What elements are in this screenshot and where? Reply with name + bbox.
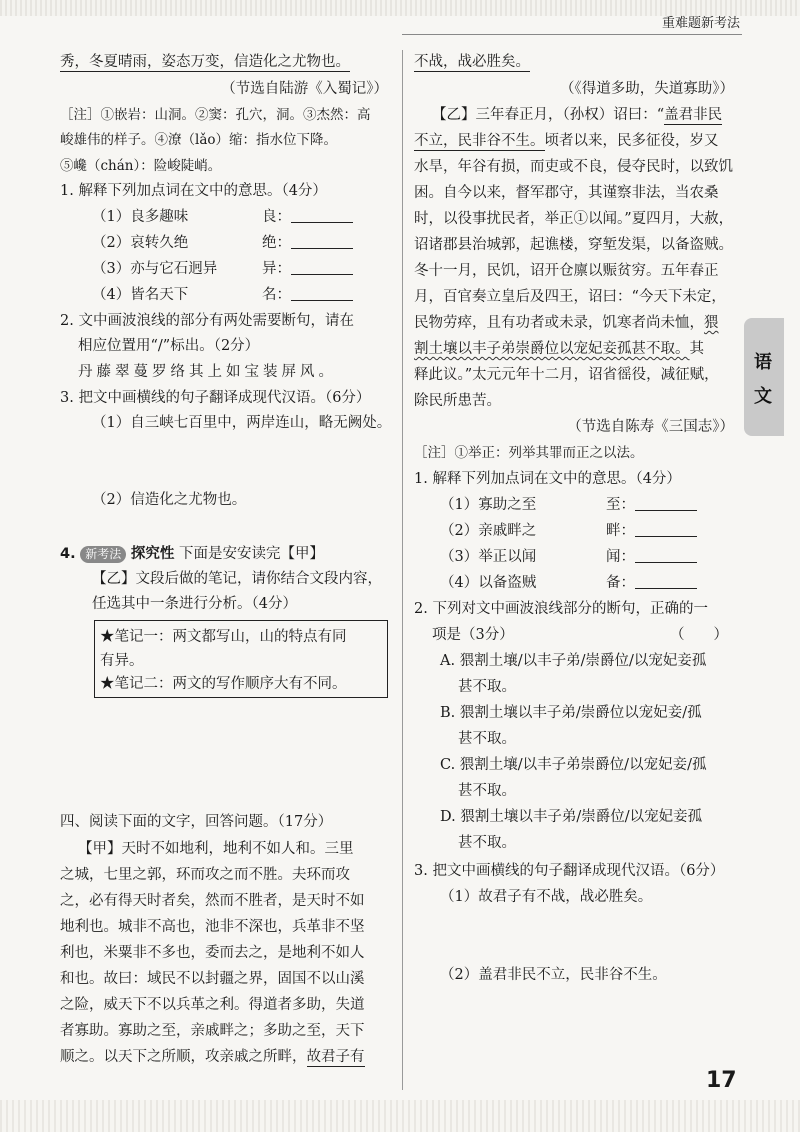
r-q2-stem-line-1: 2. 下列对文中画波浪线部分的断句，正确的一 bbox=[414, 601, 708, 617]
q2-stem-line-2: 相应位置用“/”标出。（2分） bbox=[78, 338, 260, 354]
jia-continuation: 不战，战必胜矣。 bbox=[414, 54, 530, 70]
source-1: （节选自陆游《入蜀记》） bbox=[221, 81, 388, 97]
source-3: （节选自陈寿《三国志》） bbox=[567, 419, 734, 435]
q1-item-2: （2）哀转久绝 bbox=[92, 235, 189, 251]
note-line-2: 峻雄伟的样子。④潦（lǎo）缩：指水位下降。 bbox=[60, 132, 337, 148]
q2-sentence: 丹藤翠蔓罗络其上如宝装屏风。 bbox=[78, 364, 337, 380]
yi-line-9: 民物劳瘁，且有功者或未录，饥寒者尚未恤，猥 bbox=[414, 315, 719, 331]
r-q3-sentence-1: （1）故君子有不战，战必胜矣。 bbox=[440, 889, 653, 905]
jia-line-9: 顺之。以天下之所顺，攻亲戚之所畔，故君子有 bbox=[60, 1049, 365, 1065]
jia-line-3: 之，必有得天时者矣，然而不胜者，是天时不如 bbox=[60, 893, 365, 909]
yi-line-5: 时，以役事扰民者，举正①以闻。”夏四月，大赦， bbox=[414, 211, 734, 227]
r-q2-stem-line-2: 项是（3分） bbox=[432, 627, 514, 643]
q3-sentence-2: （2）信造化之尤物也。 bbox=[92, 492, 247, 508]
q1-blank-3[interactable]: 异： bbox=[262, 259, 353, 279]
note-2: ［注］①举正：列举其罪而正之以法。 bbox=[414, 445, 644, 461]
r-q1-blank-2[interactable]: 畔： bbox=[606, 521, 697, 541]
subject-tab-char-1: 语 bbox=[754, 352, 772, 373]
q1-blank-1[interactable]: 良： bbox=[262, 207, 353, 227]
yi-line-12: 除民所患苦。 bbox=[414, 393, 501, 409]
r-q1-blank-4[interactable]: 备： bbox=[606, 573, 697, 593]
scan-noise-bottom bbox=[0, 1100, 800, 1132]
yi-line-3: 水旱，年谷有损，而吏或不良，侵夺民时，以致饥 bbox=[414, 159, 733, 175]
q1-blank-2[interactable]: 绝： bbox=[262, 233, 353, 253]
note-line-1: ［注］①嵌岩：山洞。②窦：孔穴，洞。③杰然：高 bbox=[60, 107, 371, 123]
option-d-line-2: 甚不取。 bbox=[458, 835, 516, 851]
yi-line-10: 割土壤以丰子弟崇爵位以宠妃妾孤甚不取。其 bbox=[414, 341, 704, 357]
jia-line-2: 之城，七里之郭，环而攻之而不胜。夫环而攻 bbox=[60, 867, 350, 883]
note-line-3: ⑤巉（chán）：险峻陡峭。 bbox=[60, 158, 222, 174]
note-one-line-2: 有异。 bbox=[100, 653, 144, 669]
option-a-line-2: 甚不取。 bbox=[458, 679, 516, 695]
yi-line-6: 诏诸郡县治城郭，起谯楼，穿堑发渠，以备盗贼。 bbox=[414, 237, 733, 253]
q1-item-1: （1）良多趣味 bbox=[92, 209, 189, 225]
yi-line-2: 不立，民非谷不生。顷者以来，民多征役，岁又 bbox=[414, 133, 719, 149]
r-q3-stem: 3. 把文中画横线的句子翻译成现代汉语。（6分） bbox=[414, 863, 725, 879]
r-q1-blank-1[interactable]: 至： bbox=[606, 495, 697, 515]
r-q1-blank-3[interactable]: 闻： bbox=[606, 547, 697, 567]
answer-parentheses[interactable]: （ ） bbox=[670, 627, 728, 643]
jia-line-8: 者寡助。寡助之至，亲戚畔之；多助之至，天下 bbox=[60, 1023, 365, 1039]
yi-line-11: 释此议。”太元元年十二月，诏省徭役，减征赋， bbox=[414, 367, 719, 383]
section-title: 重难题新考法 bbox=[661, 16, 740, 31]
q1-item-4: （4）皆名天下 bbox=[92, 287, 189, 303]
q3-stem: 3. 把文中画横线的句子翻译成现代汉语。（6分） bbox=[60, 390, 371, 406]
q2-stem-line-1: 2. 文中画波浪线的部分有两处需要断句，请在 bbox=[60, 313, 354, 329]
r-q1-item-3: （3）举正以闻 bbox=[440, 549, 537, 565]
r-q1-item-4: （4）以备盗贼 bbox=[440, 575, 537, 591]
q3-sentence-1: （1）自三峡七百里中，两岸连山，略无阙处。 bbox=[92, 415, 392, 431]
q4-stem-line-2: 【乙】文段后做的笔记，请你结合文段内容， bbox=[92, 571, 382, 587]
yi-line-4: 困。自今以来，督军郡守，其谨察非法，当农桑 bbox=[414, 185, 719, 201]
part-four-title: 四、阅读下面的文字，回答问题。（17分） bbox=[60, 814, 333, 830]
r-q1-item-2: （2）亲戚畔之 bbox=[440, 523, 537, 539]
yi-line-1: 【乙】三年春正月，（孙权）诏曰：“盖君非民 bbox=[432, 107, 723, 123]
r-q3-sentence-2: （2）盖君非民不立，民非谷不生。 bbox=[440, 967, 667, 983]
q1-blank-4[interactable]: 名： bbox=[262, 285, 353, 305]
q4-stem-line-3: 任选其中一条进行分析。（4分） bbox=[92, 596, 297, 612]
yi-line-7: 冬十一月，民饥，诏开仓廪以赈贫穷。五年春正 bbox=[414, 263, 719, 279]
jia-line-6: 和也。故曰：域民不以封疆之界，固国不以山溪 bbox=[60, 971, 365, 987]
source-2: （《得道多助，失道寡助》） bbox=[560, 81, 734, 97]
header-rule bbox=[402, 34, 742, 35]
column-divider bbox=[402, 50, 403, 1090]
subject-tab-char-2: 文 bbox=[754, 386, 772, 407]
option-c-line-2: 甚不取。 bbox=[458, 783, 516, 799]
r-q1-stem: 1. 解释下列加点词在文中的意思。（4分） bbox=[414, 471, 681, 487]
q4-header: 4. 新考法 探究性 下面是安安读完【甲】 bbox=[60, 546, 324, 562]
jia-line-7: 之险，威天下不以兵革之利。得道者多助，失道 bbox=[60, 997, 365, 1013]
note-two: ★笔记二：两文的写作顺序大有不同。 bbox=[100, 676, 347, 692]
option-d-line-1[interactable]: D. 猥割土壤以丰子弟/崇爵位/以宠妃妾孤 bbox=[440, 809, 703, 825]
option-b-line-1[interactable]: B. 猥割土壤以丰子弟/崇爵位以宠妃妾/孤 bbox=[440, 705, 702, 721]
yi-line-8: 月，百官奏立皇后及四王，诏曰：“今天下未定， bbox=[414, 289, 726, 305]
new-method-tag: 新考法 bbox=[80, 546, 126, 563]
q1-stem: 1. 解释下列加点词在文中的意思。（4分） bbox=[60, 183, 327, 199]
option-b-line-2: 甚不取。 bbox=[458, 731, 516, 747]
jia-line-5: 利也，米粟非不多也，委而去之，是地利不如人 bbox=[60, 945, 365, 961]
q1-item-3: （3）亦与它石迥异 bbox=[92, 261, 218, 277]
r-q1-item-1: （1）寡助之至 bbox=[440, 497, 537, 513]
subject-tab bbox=[744, 318, 784, 436]
option-c-line-1[interactable]: C. 猥割土壤/以丰子弟崇爵位/以宠妃妾/孤 bbox=[440, 757, 707, 773]
page-number: 17 bbox=[706, 1068, 737, 1093]
jia-line-1: 【甲】天时不如地利，地利不如人和。三里 bbox=[78, 841, 354, 857]
jia-line-4: 地利也。城非不高也，池非不深也，兵革非不坚 bbox=[60, 919, 365, 935]
passage-tail: 秀，冬夏晴雨，姿态万变，信造化之尤物也。 bbox=[60, 54, 350, 70]
option-a-line-1[interactable]: A. 猥割土壤/以丰子弟/崇爵位/以宠妃妾孤 bbox=[440, 653, 707, 669]
note-one-line-1: ★笔记一：两文都写山，山的特点有同 bbox=[100, 629, 347, 645]
